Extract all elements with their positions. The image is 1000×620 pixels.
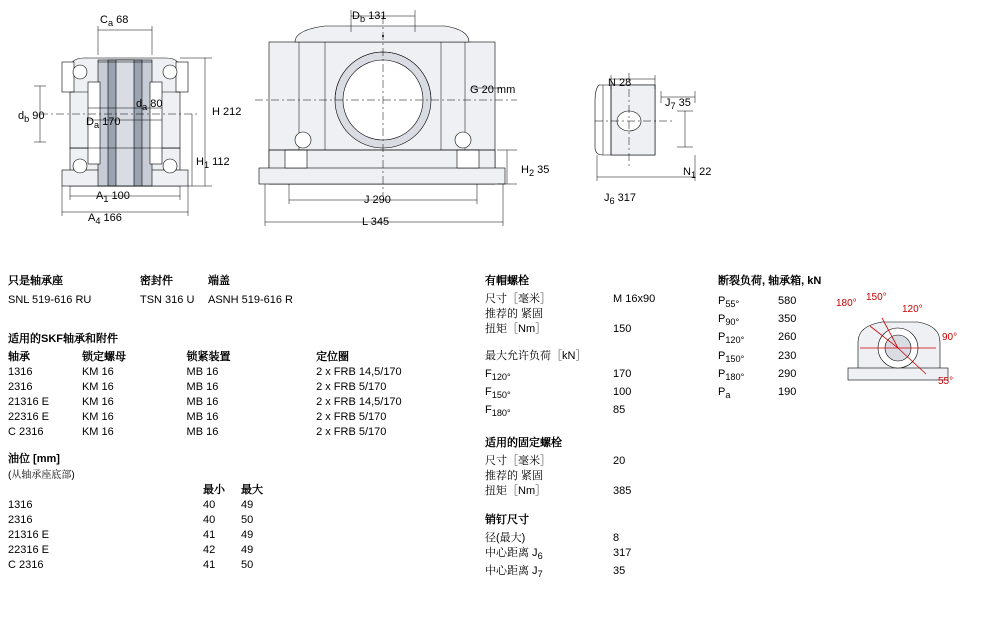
value-fix-torque: 385 [613,484,632,497]
cell-bearing: 2316 [8,514,33,526]
value-p90: 350 [778,313,797,326]
label-pin-dia: 径(最大) [485,531,526,544]
max-load-title: 最大允许负荷［kN］ [485,350,587,362]
table-row [8,380,468,395]
table-row [485,454,631,469]
dim-a1: $A_1$ 100 [96,190,130,205]
value-fix-size: 20 [613,454,626,467]
table-row [485,385,631,403]
endcover-value: ASNH 519-616 R [208,294,293,306]
dim-j7: $J_7$ 35 [665,97,691,112]
label-f120: $F_{120^\circ}$ [485,368,511,383]
table-row [718,367,796,385]
value-p180: 290 [778,367,797,380]
dim-j: J 290 [364,194,391,206]
table-row [718,294,796,312]
table-header-row [8,350,468,365]
dim-n: N 28 [608,77,632,89]
dim-Db: $D_b$ 131 [352,10,387,25]
bolts-table [485,292,655,337]
label-p150: $P_{150^\circ}$ [718,349,745,364]
value-p55: 580 [778,295,797,307]
designation-housing [8,272,91,306]
label-f150: $F_{150^\circ}$ [485,386,511,401]
table-row [485,469,631,484]
dim-Da: $D_a$ 170 [86,116,121,131]
label-fix-torque: 扭矩［Nm］ [485,484,547,497]
cell-ring: 2 x FRB 5/170 [316,411,387,423]
cell-min: 41 [203,559,216,571]
cell-ring: 2 x FRB 14,5/170 [316,366,402,378]
cell-device: MB 16 [186,411,219,423]
table-row [485,367,631,385]
table-row [8,365,468,380]
cell-ring: 2 x FRB 5/170 [316,381,387,393]
cell-bearing: C 2316 [8,426,44,438]
fracture-title: 断裂负荷, 轴承箱, kN [718,275,822,287]
housing-value: SNL 519-616 RU [8,294,92,306]
table-row [8,395,468,410]
value-pin-j6: 317 [613,546,632,559]
cell-bearing: C 2316 [8,559,44,571]
cell-device: MB 16 [186,381,219,393]
dim-j6: $J_6$ 317 [604,192,637,207]
value-f120: 170 [613,368,632,380]
label-pin-j6: 中心距离 $J_6$ [485,546,543,561]
cell-ring: 2 x FRB 14,5/170 [316,396,402,408]
cell-max: 49 [241,499,254,511]
dim-h2: $H_2$ 35 [521,164,550,179]
table-row [485,484,631,499]
value-torque: 150 [613,323,632,335]
pin-table [485,531,631,582]
designation-seal [140,272,194,306]
table-header-row [8,483,281,498]
label-size: 尺寸［毫米］ [485,293,551,305]
label-torque: 扭矩［Nm］ [485,323,547,335]
cell-nut: KM 16 [81,426,114,438]
cell-max: 49 [241,544,254,556]
cell-nut: KM 16 [81,366,114,378]
oil-title: 油位 [mm] [8,453,60,465]
value-fix-tightening [613,469,631,484]
cell-bearing: 22316 E [8,411,49,423]
dim-ca: $C_a$ 68 [100,14,129,29]
table-row [8,410,468,425]
dim-a4: $A_4$ 166 [88,212,122,227]
label-tightening: 推荐的 紧固 [485,308,544,320]
table-row [8,558,281,573]
value-tightening [613,307,655,322]
table-row [8,543,281,558]
cell-bearing: 2316 [8,381,33,393]
load-direction-figure [830,290,990,400]
svg-text:90°: 90° [942,332,958,343]
value-pin-dia: 8 [613,531,620,544]
label-p120: $P_{120^\circ}$ [718,331,745,346]
value-p150: 230 [778,349,797,362]
table-row [485,403,631,421]
value-f180: 85 [613,404,626,417]
cell-bearing: 21316 E [8,529,49,541]
svg-text:120°: 120° [902,304,923,315]
fix-title: 适用的固定螺栓 [485,436,562,449]
label-pa: $P_a$ [718,385,731,401]
bolts-section [485,272,695,582]
th-min: 最小 [203,484,225,496]
table-row [8,513,281,528]
cell-max: 49 [241,529,254,541]
value-f150: 100 [613,386,632,399]
cell-bearing: 1316 [8,499,33,511]
svg-text:55°: 55° [938,376,954,387]
dim-db: $d_b$ 90 [18,110,45,125]
cell-device: MB 16 [186,396,219,408]
label-pin-j7: 中心距离 $J_7$ [485,564,543,579]
value-p120: 260 [778,331,797,344]
table-row [718,312,796,330]
bearings-section [8,330,468,440]
table-row [8,425,468,440]
cell-nut: KM 16 [81,396,114,408]
fracture-table [718,294,796,403]
value-size: M 16x90 [613,293,656,305]
cell-min: 41 [203,529,216,541]
label-p90: $P_{90^\circ}$ [718,313,740,328]
value-pin-j7: 35 [613,564,626,577]
th-max: 最大 [241,484,263,496]
table-row [718,385,796,403]
cell-bearing: 22316 E [8,544,49,556]
th-blank [8,483,203,498]
designation-endcover [208,272,293,306]
drawing-right-detail-view [575,55,755,230]
table-row [485,322,655,337]
cell-nut: KM 16 [81,381,114,393]
oil-level-section [8,450,308,573]
label-fix-tightening: 推荐的 紧固 [485,469,544,482]
cell-min: 40 [203,514,216,526]
th-device: 锁紧装置 [186,351,231,363]
table-row [718,330,796,348]
cell-min: 40 [203,499,216,511]
table-row [485,564,631,582]
cell-max: 50 [241,514,254,526]
oil-subtitle: (从轴承座底部) [8,470,75,481]
th-nut: 锁定螺母 [81,351,126,363]
label-p180: $P_{180^\circ}$ [718,367,745,382]
cell-min: 42 [203,544,216,556]
label-p55: $P_{55^\circ}$ [718,295,740,310]
fix-table [485,454,631,499]
bearings-table [8,350,468,440]
dim-n1: $N_1$ 22 [683,166,712,181]
endcover-title: 端盖 [208,275,230,287]
bolts-title: 有帽螺栓 [485,275,529,287]
seal-value: TSN 316 U [140,294,195,306]
th-bearing: 轴承 [8,351,30,363]
dim-l: L 345 [362,216,390,228]
table-row [485,531,631,546]
cell-ring: 2 x FRB 5/170 [316,426,387,438]
cell-nut: KM 16 [81,411,114,423]
dim-h: H 212 [212,106,242,118]
bearings-title: 适用的SKF轴承和附件 [8,333,118,345]
fracture-section [718,272,828,403]
table-row [485,307,655,322]
label-f180: $F_{180^\circ}$ [485,404,511,419]
dim-g: G 20 mm [470,84,516,96]
cell-bearing: 1316 [8,366,33,378]
value-pa: 190 [778,385,797,398]
cell-device: MB 16 [186,366,219,378]
dim-da: $d_a$ 80 [136,98,163,113]
cell-device: MB 16 [186,426,219,438]
table-row [485,292,655,307]
housing-title: 只是轴承座 [8,275,63,287]
dim-h1: $H_1$ 112 [196,156,230,171]
cell-max: 50 [241,559,254,571]
cell-bearing: 21316 E [8,396,49,408]
table-row [8,498,281,513]
drawing-middle-front-view [255,0,525,245]
svg-text:180°: 180° [836,298,857,309]
table-row [485,546,631,564]
oil-table [8,483,281,573]
label-fix-size: 尺寸［毫米］ [485,454,551,467]
th-ring: 定位圈 [316,351,350,363]
max-load-table [485,367,631,422]
pin-title: 销钉尺寸 [485,513,529,526]
table-row [8,528,281,543]
table-row [718,349,796,367]
svg-text:150°: 150° [866,292,887,303]
seal-title: 密封件 [140,275,173,287]
